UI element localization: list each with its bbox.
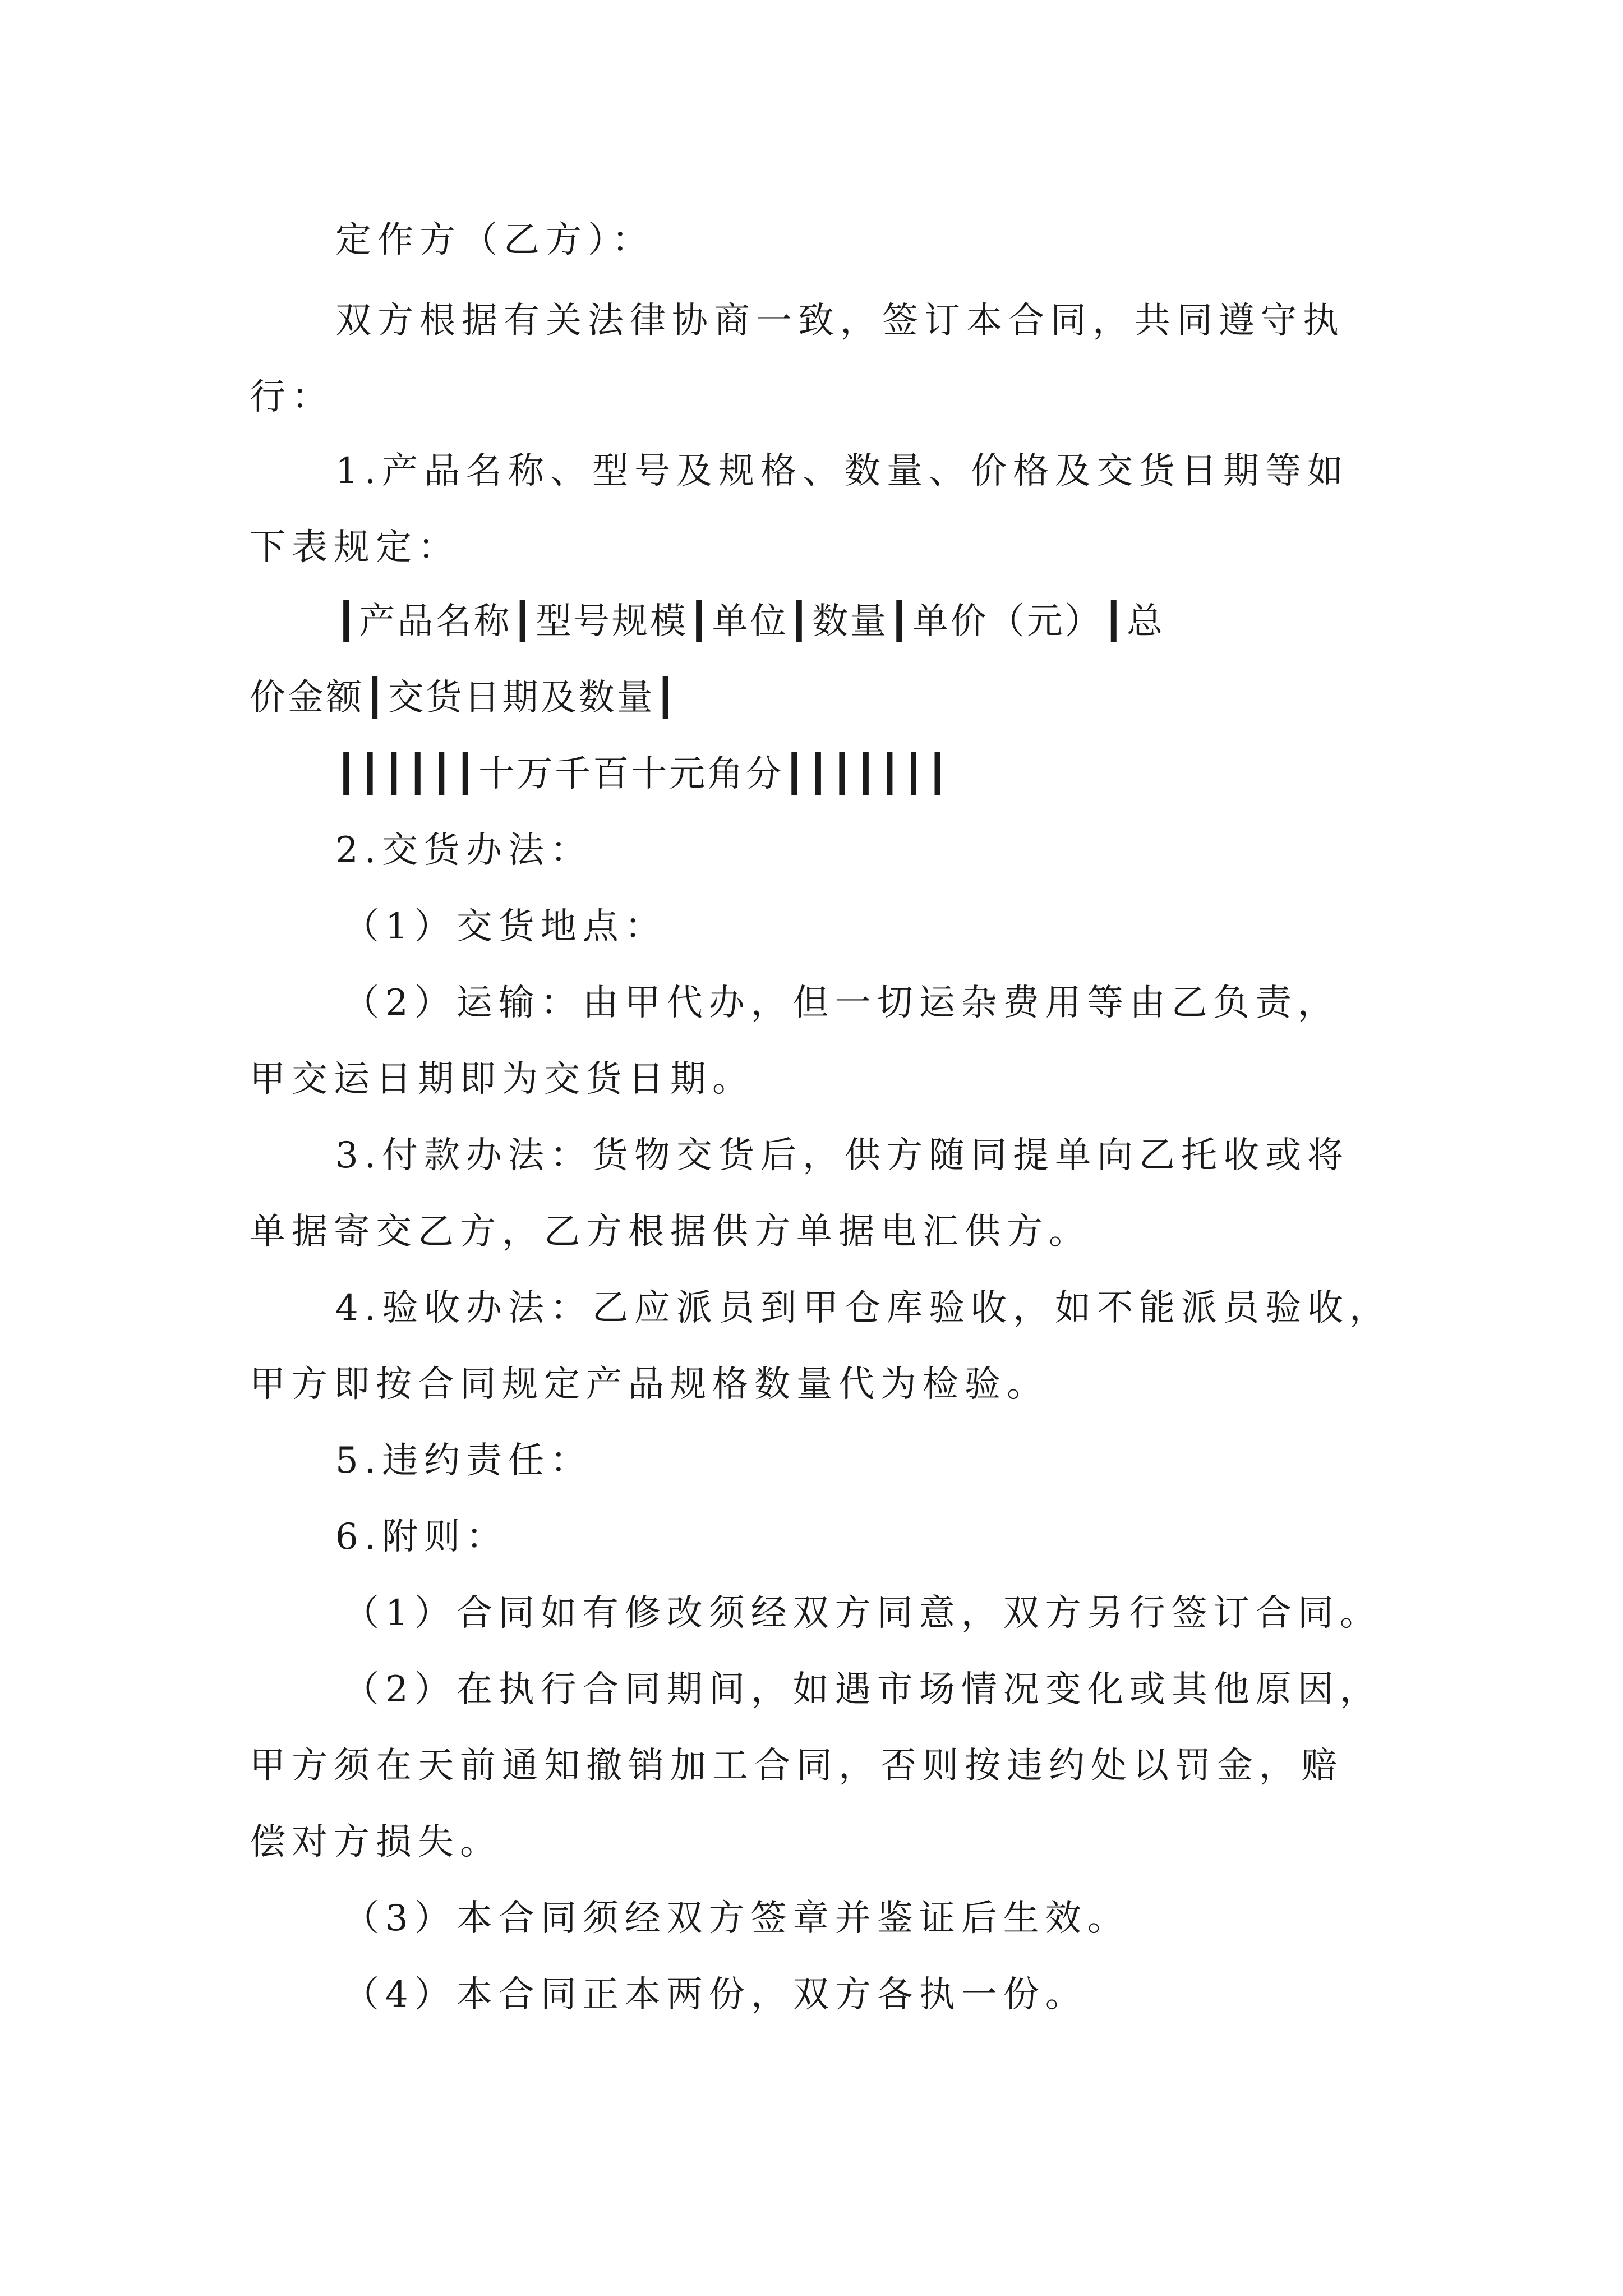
clause-2-line: 2.交货办法： xyxy=(335,830,593,871)
clause-1-line-cont: 下表规定： xyxy=(250,527,460,568)
clause-5-line: 5.违约责任： xyxy=(335,1440,593,1481)
clause-4-line-cont: 甲方即按合同规定产品规格数量代为检验。 xyxy=(250,1364,1049,1405)
clause-6-item-2-cont: 甲方须在天前通知撤销加工合同，否则按违约处以罚金，赔 xyxy=(250,1745,1343,1787)
clause-6-line: 6.附则： xyxy=(335,1516,509,1558)
preamble-line: 双方根据有关法律协商一致，签订本合同，共同遵守执 xyxy=(335,300,1345,342)
clause-6-item-1: （1）合同如有修改须经双方同意，双方另行签订合同。 xyxy=(343,1593,1382,1634)
clause-1-line: 1.产品名称、型号及规格、数量、价格及交货日期等如 xyxy=(335,450,1350,492)
clause-2-item-2: （2）运输：由甲代办，但一切运杂费用等由乙负责， xyxy=(343,982,1340,1024)
table-header-line: ┃产品名称┃型号规模┃单位┃数量┃单价（元）┃总 xyxy=(335,601,1165,642)
clause-4-line: 4.验收办法：乙应派员到甲仓库验收，如不能派员验收， xyxy=(335,1287,1392,1329)
clause-6-item-2-cont-2: 偿对方损失。 xyxy=(250,1821,502,1863)
clause-6-item-2: （2）在执行合同期间，如遇市场情况变化或其他原因， xyxy=(343,1669,1382,1710)
party-b-line: 定作方（乙方）： xyxy=(335,219,654,261)
preamble-line-cont: 行： xyxy=(250,376,334,418)
clause-3-line-cont: 单据寄交乙方，乙方根据供方单据电汇供方。 xyxy=(250,1211,1091,1253)
clause-6-item-3: （3）本合同须经双方签章并鉴证后生效。 xyxy=(343,1898,1129,1939)
clause-2-item-2-cont: 甲交运日期即为交货日期。 xyxy=(250,1059,754,1100)
table-header-line-cont: 价金额┃交货日期及数量┃ xyxy=(250,677,679,719)
clause-6-item-4: （4）本合同正本两份，双方各执一份。 xyxy=(343,1974,1087,2016)
clause-2-item-1: （1）交货地点： xyxy=(343,906,667,947)
table-subheader-line: ┃┃┃┃┃┃十万千百十元角分┃┃┃┃┃┃┃ xyxy=(335,753,951,795)
clause-3-line: 3.付款办法：货物交货后，供方随同提单向乙托收或将 xyxy=(335,1135,1350,1176)
